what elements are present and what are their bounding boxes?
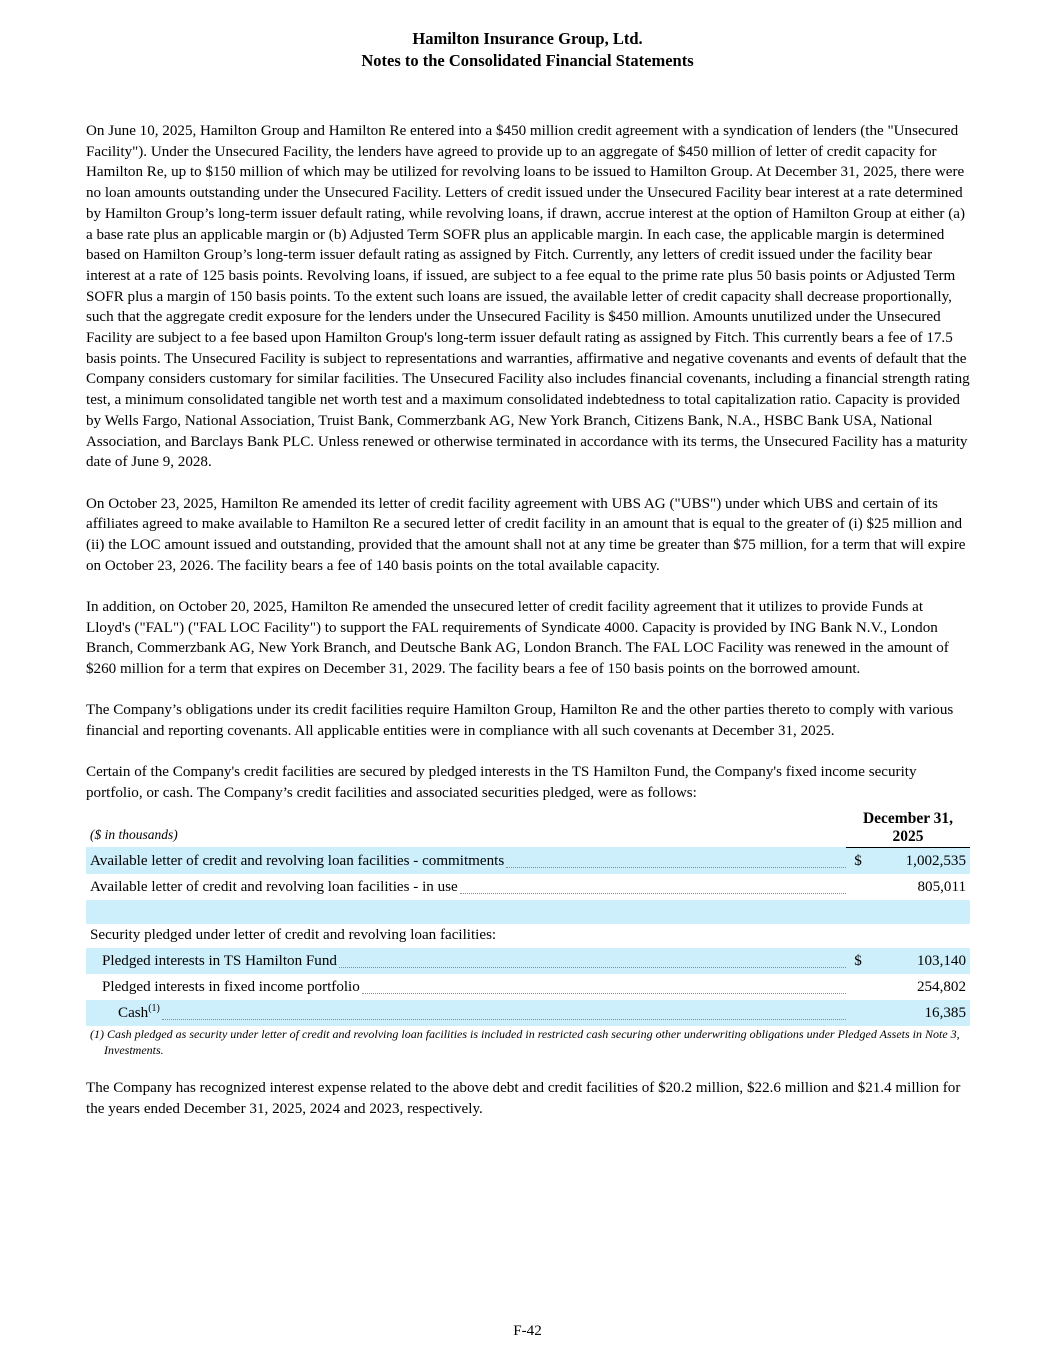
paragraph-unsecured-facility: On June 10, 2025, Hamilton Group and Hamilton Re entered into a $450 million credit agreement with a syndication of lenders (the "Unsecured Facility"). Under the Unsecured Facility, the lenders have agreed to provide up to an aggregate of $450 million of letter of credit capacity for Hamilton Re, up to $150 million of which may be utilized for revolving loans to be issued to Hamilton Group. At December 31, 2025, there were no loan amounts outstanding under the Unsecured Facility. Letters of credit issued under the Unsecured Facility bear interest at a rate determined by Hamilton Group’s long-term issuer default rating, while revolving loans, if drawn, accrue interest at the option of Hamilton Group at either (a) a base rate plus an applicable margin or (b) Adjusted Term SOFR plus an applicable margin. In each case, the applicable margin is determined based on Hamilton Group’s long-term issuer default rating as assigned by Fitch. Currently, any letters of credit issued under the facility bear interest at a rate of 125 basis points. Revolving loans, if issued, are subject to a fee equal to the prime rate plus 50 basis points or Adjusted Term SOFR plus a margin of 150 basis points. To the extent such loans are issued, the available letter of credit capacity shall decrease proportionally, such that the aggregate credit exposure for the lenders under the Unsecured Facility is $450 million. Amounts unutilized under the Unsecured Facility are subject to a fee based upon Hamilton Group's long-term issuer default rating as assigned by Fitch. This currently bears a fee of 17.5 basis points. The Unsecured Facility is subject to representations and warranties, affirmative and negative covenants and events of default that the Company considers customary for similar facilities. The Unsecured Facility also includes financial covenants, including a financial strength rating test, a minimum consolidated tangible net worth test and a maximum consolidated indebtedness to total capitalization ratio. Capacity is provided by Wells Fargo, National Association, Truist Bank, Commerzbank AG, New York Branch, Citizens Bank, N.A., HSBC Bank USA, National Association, and Barclays Bank PLC. Unless renewed or otherwise terminated in accordance with its terms, the Unsecured Facility has a maturity date of June 9, 2028. — [86, 123, 970, 471]
document-title: Notes to the Consolidated Financial Statements — [361, 51, 694, 70]
page-content — [86, 121, 970, 1140]
page-header — [0, 28, 1055, 72]
credit-facilities-table — [86, 810, 970, 1026]
row-label-security-header: Security pledged under letter of credit and revolving loan facilities: — [90, 927, 497, 944]
row-label-commitments: Available letter of credit and revolving loan facilities - commitments — [90, 853, 505, 870]
value-in-use: 805,011 — [917, 879, 966, 896]
credit-facilities-table-wrap — [86, 810, 970, 1026]
value-fixed-income: 254,802 — [916, 979, 966, 996]
table-row — [86, 948, 970, 974]
paragraph-ubs-facility: On October 23, 2025, Hamilton Re amended its letter of credit facility agreement with UBS AG ("UBS") under which UBS and certain of its affiliates agreed to make available to Hamilton Re a secured letter of credit facility in an amount that is equal to the greater of (i) $25 million and (ii) the LOC amount issued and outstanding, provided that the amount shall not at any time be greater than $75 million, for a term that will expire on October 23, 2026. The facility bears a fee of 140 basis points on the total available capacity. — [86, 495, 966, 574]
value-cash: 16,385 — [870, 1000, 970, 1026]
row-label-cash: Cash — [118, 1005, 149, 1022]
table-row — [86, 1000, 970, 1026]
leader-dots — [362, 993, 846, 994]
leader-dots — [339, 967, 846, 968]
column-header-line2: 2025 — [892, 827, 924, 845]
currency-symbol: $ — [846, 847, 870, 874]
row-label-ts-fund: Pledged interests in TS Hamilton Fund — [102, 953, 337, 970]
column-header-line1: December 31, — [862, 809, 954, 827]
table-row-blank — [86, 900, 970, 924]
table-footnote: (1) Cash pledged as security under letter of credit and revolving loan facilities is included in restricted cash securing other underwriting obligations under Pledged Assets in Note 3, Investments. — [90, 1026, 960, 1057]
value-commitments: 1,002,535 — [870, 847, 970, 874]
table-row — [86, 974, 970, 1000]
table-header-row — [86, 810, 970, 848]
value-ts-fund: 103,140 — [870, 948, 970, 974]
units-label: ($ in thousands) — [90, 826, 178, 842]
paragraph-pledged-intro: Certain of the Company's credit facilities are secured by pledged interests in the TS Hamilton Fund, the Company's fixed income security portfolio, or cash. The Company’s credit facilities and associated securities pledged, were as follows: — [86, 764, 917, 802]
paragraph-fal-loc-facility: In addition, on October 20, 2025, Hamilton Re amended the unsecured letter of credit facility agreement that it utilizes to provide Funds at Lloyd's ("FAL") ("FAL LOC Facility") to support the FAL requirements of Syndicate 4000. Capacity is provided by ING Bank N.V., London Branch, Commerzbank AG, New York Branch, and Deutsche Bank AG, London Branch. The FAL LOC Facility was renewed in the amount of $260 million for a term that expires on December 31, 2029. The facility bears a fee of 150 basis points on the borrowed amount. — [86, 598, 949, 678]
table-row — [86, 924, 970, 948]
currency-symbol: $ — [846, 948, 870, 974]
leader-dots — [460, 893, 846, 894]
company-name: Hamilton Insurance Group, Ltd. — [412, 29, 643, 48]
row-label-fixed-income: Pledged interests in fixed income portfolio — [102, 979, 360, 996]
footnote-ref: (1) — [148, 1003, 160, 1015]
leader-dots — [506, 867, 846, 868]
paragraph-interest-expense: The Company has recognized interest expense related to the above debt and credit facilities of $20.2 million, $22.6 million and $21.4 million for the years ended December 31, 2025, 2024 and 2023, respectively. — [86, 1080, 961, 1118]
row-label-in-use: Available letter of credit and revolving loan facilities - in use — [90, 879, 458, 896]
column-header — [846, 810, 970, 848]
table-row — [86, 847, 970, 874]
leader-dots — [162, 1019, 846, 1020]
paragraph-covenants: The Company’s obligations under its credit facilities require Hamilton Group, Hamilton Re and the other parties thereto to comply with various financial and reporting covenants. All applicable entities were in compliance with all such covenants at December 31, 2025. — [86, 702, 954, 740]
table-row — [86, 874, 970, 900]
page-number: F-42 — [513, 1323, 542, 1339]
